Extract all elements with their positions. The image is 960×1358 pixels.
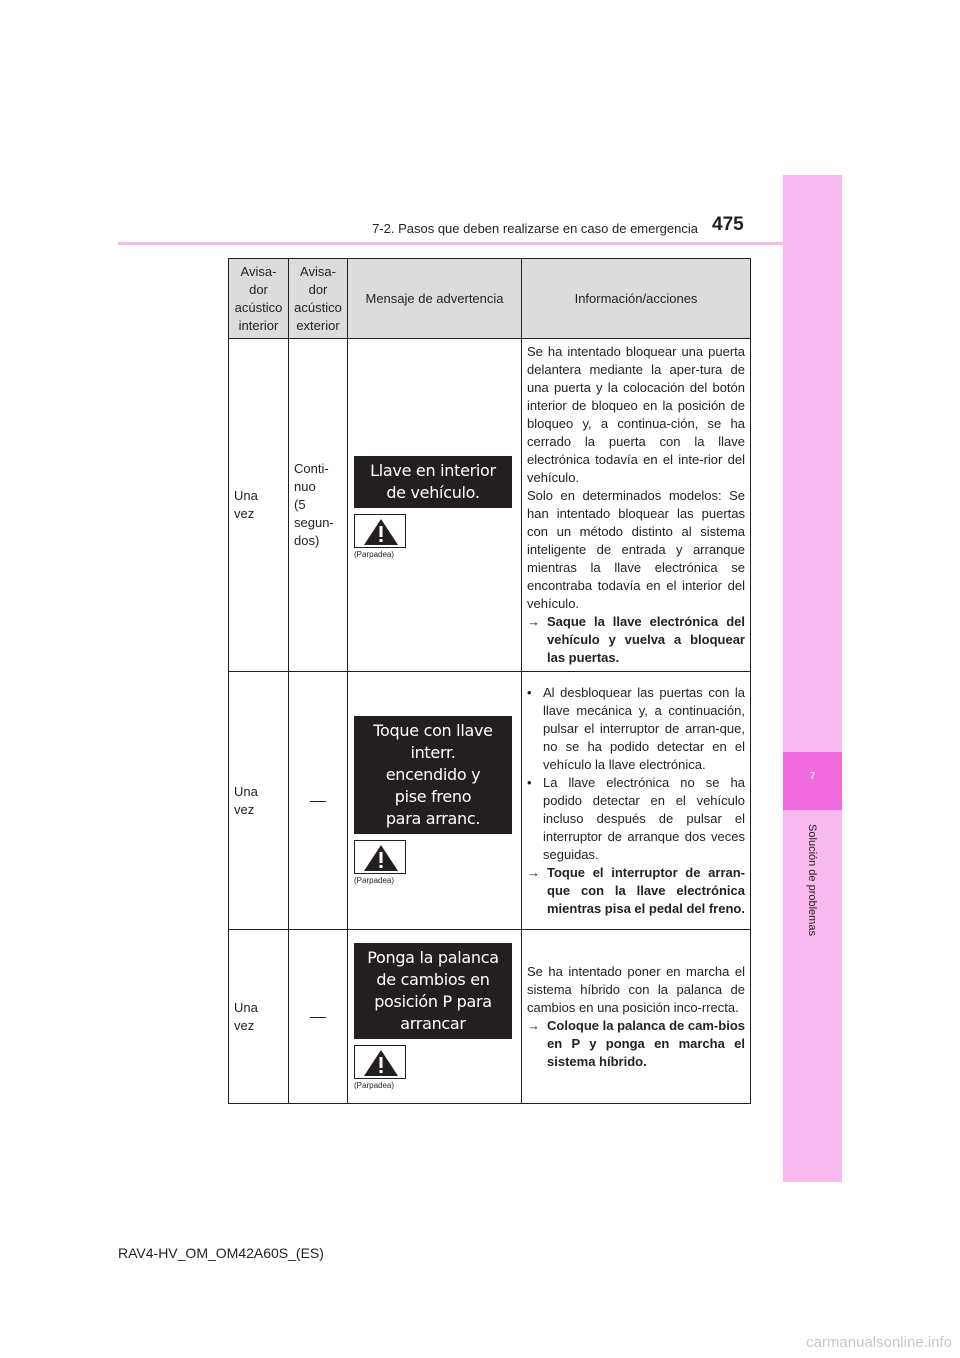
info-text: Se ha intentado poner en marcha el sistema híbrido con la palanca de cambios en una posición inco-rrecta. xyxy=(527,963,745,1015)
chapter-label: Solución de problemas xyxy=(806,824,818,936)
page-number: 475 xyxy=(712,214,744,235)
warning-triangle-icon xyxy=(362,843,400,873)
warning-triangle-icon xyxy=(362,517,400,547)
header-info-actions: Información/acciones xyxy=(522,259,751,339)
blink-note: (Parpadea) xyxy=(354,1080,395,1090)
multi-info-display: Llave en interior de vehículo. xyxy=(354,456,512,508)
dash-mark xyxy=(310,1017,326,1018)
bullet-mark: • xyxy=(527,684,532,700)
table-row xyxy=(229,672,751,930)
bullet-mark: • xyxy=(527,774,532,790)
action-text: Toque el interruptor de arran-que con la llave electrónica mientras pisa el pedal del freno. xyxy=(547,864,745,916)
warning-table xyxy=(228,258,751,1104)
exterior-buzzer-cell: Conti- nuo (5 segun- dos) xyxy=(289,339,348,672)
section-side-tab xyxy=(783,175,842,1182)
blink-note: (Parpadea) xyxy=(354,550,395,559)
action-text: Coloque la palanca de cam-bios en P y ponga en marcha el sistema híbrido. xyxy=(547,1017,745,1069)
watermark: carmanualsonline.info xyxy=(806,1334,952,1351)
list-item: • Al desbloquear las puertas con la llave mecánica y, a continuación, pulsar el interruptor de arran-que, no se ha podido detectar en el vehículo la llave electrónica. xyxy=(527,684,745,772)
arrow-icon: → xyxy=(527,864,540,880)
exterior-buzzer-cell xyxy=(289,672,348,930)
master-warning-indicator xyxy=(354,840,406,874)
header-interior-buzzer: Avisa- dor acústico interior xyxy=(229,259,289,339)
section-title: 7-2. Pasos que deben realizarse en caso de emergencia xyxy=(372,221,698,236)
info-cell xyxy=(522,339,751,672)
multi-info-display: Ponga la palanca de cambios en posición P para arrancar xyxy=(354,943,512,1039)
master-warning-indicator xyxy=(354,1045,406,1079)
action-line xyxy=(527,864,745,918)
chapter-number: 7 xyxy=(809,771,816,782)
header-warning-message: Mensaje de advertencia xyxy=(348,259,522,339)
warning-triangle-icon xyxy=(362,1048,400,1078)
action-line xyxy=(527,1017,745,1071)
warning-message-cell xyxy=(348,339,522,672)
arrow-icon: → xyxy=(527,614,540,629)
info-text: Se ha intentado bloquear una puerta delantera mediante la aper-tura de una puerta y la colocación del botón interior de bloqueo en la posición de bloqueo y, a continua-ción, se ha cerrado la puerta con la llave electrónica todavía en el inte-rior del vehículo. Solo en determinados modelos: Se han intentado bloquear las puertas con un método distinto al sistema inteligente de entrada y arranque mientras la llave electrónica se encontraba todavía en el interior del vehículo. xyxy=(527,344,745,611)
header-rule xyxy=(118,242,783,245)
action-text: Saque la llave electrónica del vehículo y vuelva a bloquear las puertas. xyxy=(547,614,745,665)
dash-mark xyxy=(310,801,326,802)
info-cell xyxy=(522,672,751,930)
warning-message-cell xyxy=(348,672,522,930)
table-header-row xyxy=(229,259,751,339)
table-row xyxy=(229,339,751,672)
table-row xyxy=(229,930,751,1104)
interior-buzzer-cell: Una vez xyxy=(229,339,289,672)
header-exterior-buzzer: Avisa- dor acústico exterior xyxy=(289,259,348,339)
interior-buzzer-cell: Una vez xyxy=(229,930,289,1104)
blink-note: (Parpadea) xyxy=(354,875,395,885)
document-code: RAV4-HV_OM_OM42A60S_(ES) xyxy=(118,1245,324,1261)
warning-message-cell xyxy=(348,930,522,1104)
list-item: • La llave electrónica no se ha podido detectar en el vehículo incluso después de pulsar el interruptor de arranque dos veces seguidas. xyxy=(527,774,745,862)
exterior-buzzer-cell xyxy=(289,930,348,1104)
interior-buzzer-cell: Una vez xyxy=(229,672,289,930)
master-warning-indicator xyxy=(354,514,406,548)
multi-info-display: Toque con llave interr. encendido y pise freno para arranc. xyxy=(354,716,512,834)
info-cell xyxy=(522,930,751,1104)
arrow-icon: → xyxy=(527,1017,540,1033)
action-line xyxy=(527,613,745,667)
chapter-number-tab xyxy=(783,752,842,810)
